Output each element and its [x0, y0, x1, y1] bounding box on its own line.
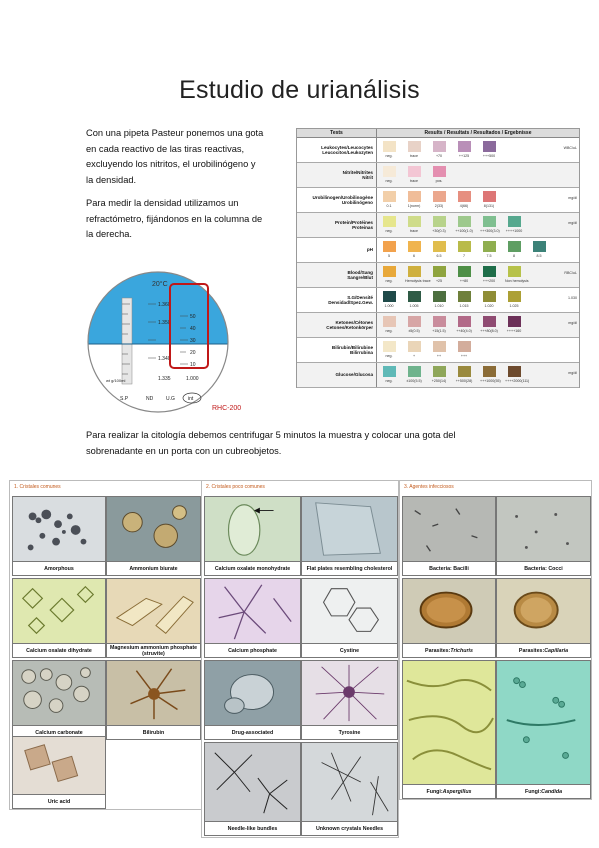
strip-color-swatch [458, 341, 471, 352]
strip-swatch-label: trace [410, 229, 418, 233]
page-title: Estudio de urianálisis [179, 76, 420, 104]
strip-color-swatch [433, 266, 446, 277]
strip-swatch-label: ++++160 [506, 329, 522, 333]
strip-color-swatch [408, 216, 421, 227]
strip-swatch-label: +250(14) [431, 379, 447, 383]
strip-color-swatch [408, 291, 421, 302]
strip-swatch-label: 7 [463, 254, 465, 258]
strip-swatch-label: 0.1 [386, 204, 392, 208]
strip-swatches [377, 338, 579, 362]
agent-caption: Bacteria: Cocci [497, 561, 590, 575]
strip-unit: 1.030 [568, 296, 577, 300]
urine-strip-chart [296, 128, 580, 388]
strip-swatch-label: 6.5 [436, 254, 442, 258]
panel-common-crystals [9, 480, 202, 810]
strip-swatch-label: ±100(5.5) [406, 379, 422, 383]
crystal-image-calcium-phosphate [204, 578, 301, 658]
strip-color-swatch [508, 241, 521, 252]
strip-test-name: Ketones/Cétones Cetones/Ketonkörper [297, 313, 377, 337]
intro-paragraph: Con una pipeta Pasteur ponemos una gota en cada reactivo de las tiras reactivas, excluyendo los nitritos, el urobilinógeno y la densidad. [86, 128, 264, 185]
strip-swatch-label: ±5(0.5) [408, 329, 420, 333]
crystal-caption: Drug-associated [205, 725, 300, 739]
strip-swatch-label: 1(norm) [407, 204, 421, 208]
strip-swatch-label: 2(33) [434, 204, 444, 208]
strip-color-swatch [383, 341, 396, 352]
strip-color-swatch [483, 266, 496, 277]
crystal-caption: Amorphous [13, 561, 105, 575]
strip-color-swatch [408, 366, 421, 377]
refr-right-2: 40 [190, 326, 196, 332]
strip-test-name: Nitrite/Nitrites Nitrit [297, 163, 377, 187]
strip-swatches [377, 188, 579, 212]
strip-swatch-label: ++40(4.0) [456, 329, 472, 333]
strip-test-name: S.G/Densité Densidad/Spez.Gew. [297, 288, 377, 312]
refr-mid-1: 1.360 [158, 302, 171, 308]
strip-color-swatch [458, 191, 471, 202]
strip-color-swatch [483, 366, 496, 377]
crystal-caption: Ammonium biurate [107, 561, 200, 575]
strip-swatch-label: trace [410, 179, 418, 183]
agent-caption: Fungi: Aspergillus [403, 784, 495, 798]
strip-color-swatch [408, 316, 421, 327]
strip-unit: mg/dl [568, 196, 577, 200]
strip-color-swatch [458, 266, 471, 277]
strip-color-swatch [458, 291, 471, 302]
strip-color-swatch [483, 216, 496, 227]
strip-color-swatch [383, 166, 396, 177]
strip-swatches [377, 138, 579, 162]
strip-swatch-label: +++1000(55) [480, 379, 501, 383]
strip-swatch-label: 1.010 [434, 304, 444, 308]
strip-row [297, 213, 579, 238]
strip-color-swatch [433, 341, 446, 352]
strip-color-swatch [383, 141, 396, 152]
panel-heading: 3. Agentes infecciosos [404, 484, 454, 490]
strip-swatch-label: ++100(1.0) [455, 229, 473, 233]
crystal-caption: Uric acid [13, 794, 105, 808]
refractometer-temp: 20°C [152, 281, 168, 288]
strip-swatches [377, 213, 579, 237]
strip-color-swatch [433, 141, 446, 152]
crystal-image-drug-associated [204, 660, 301, 740]
strip-swatches [377, 288, 579, 312]
strip-color-swatch [433, 291, 446, 302]
strip-color-swatch [508, 266, 521, 277]
strip-swatch-label: ++125 [458, 154, 470, 158]
strip-swatch-label: neg. [385, 179, 393, 183]
crystal-caption: Calcium oxalate dihydrate [13, 643, 105, 657]
strip-color-swatch [483, 316, 496, 327]
refractometer-image [86, 264, 246, 414]
crystal-image-unknown-needles [301, 742, 398, 836]
strip-swatch-label: 1.005 [409, 304, 419, 308]
refr-mid-4: 1.335 [158, 376, 171, 382]
strip-test-name: Protein/Protéines Proteinas [297, 213, 377, 237]
strip-color-swatch [483, 241, 496, 252]
agent-caption: Bacteria: Bacilli [403, 561, 495, 575]
strip-color-swatch [383, 316, 396, 327]
strip-row [297, 338, 579, 363]
strip-swatch-label: +++200 [482, 279, 496, 283]
strip-swatch-label: 4(66) [459, 204, 469, 208]
refr-unit: wt g/100ml [106, 378, 126, 383]
crystal-caption: Needle-like bundles [205, 821, 300, 835]
crystal-caption: Cystine [302, 643, 397, 657]
strip-swatch-label: neg. [385, 379, 393, 383]
strip-color-swatch [408, 241, 421, 252]
strip-swatch-label: neg. [385, 279, 393, 283]
refr-label-ug: U.G [166, 396, 175, 402]
strip-color-swatch [408, 191, 421, 202]
strip-swatch-label: +++ [460, 354, 468, 358]
strip-color-swatch [383, 191, 396, 202]
refr-mid-2: 1.350 [158, 320, 171, 326]
strip-swatch-label: 7.5 [486, 254, 492, 258]
crystal-image-calcium-carbonate [12, 660, 106, 740]
agent-image-cocci [496, 496, 591, 576]
strip-swatch-label: +30(0.3) [432, 229, 446, 233]
panel-uncommon-crystals [201, 480, 399, 838]
strip-color-swatch [533, 241, 546, 252]
strip-swatch-label: 5 [388, 254, 390, 258]
strip-color-swatch [383, 266, 396, 277]
crystal-caption: Magnesium ammonium phosphate (struvite) [107, 643, 200, 657]
refr-mid-3: 1.340 [158, 356, 171, 362]
crystal-caption: Tyrosine [302, 725, 397, 739]
strip-swatches [377, 363, 579, 387]
strip-row [297, 188, 579, 213]
strip-swatch-label: + [412, 354, 416, 358]
strip-color-swatch [508, 316, 521, 327]
crystal-image-calcium-oxalate-monohydrate [204, 496, 301, 576]
strip-color-swatch [458, 216, 471, 227]
strip-color-swatch [408, 341, 421, 352]
strip-swatch-label: +++500 [482, 154, 496, 158]
crystal-image-cystine [301, 578, 398, 658]
strip-color-swatch [483, 291, 496, 302]
strip-row [297, 363, 579, 388]
cytology-paragraph: Para realizar la citología debemos centrifugar 5 minutos la muestra y colocar una gota del sobrenadante en un porta con un cubreobjetos. [86, 430, 456, 456]
strip-color-swatch [483, 141, 496, 152]
strip-swatch-label: Hemolysis trace [405, 279, 431, 283]
strip-test-name: Glucose/Glucosa [297, 363, 377, 387]
strip-swatch-label: 8 [513, 254, 515, 258]
strip-header-tests: Tests [297, 129, 377, 137]
strip-color-swatch [458, 316, 471, 327]
strip-rows [297, 138, 579, 388]
strip-color-swatch [383, 291, 396, 302]
panel-heading: 1. Cristales comunes [14, 484, 61, 490]
strip-swatch-label: neg. [385, 354, 393, 358]
crystal-caption: Calcium phosphate [205, 643, 300, 657]
strip-row [297, 163, 579, 188]
strip-swatch-label: 6 [413, 254, 415, 258]
strip-unit: mg/dl [568, 321, 577, 325]
strip-swatch-label: 1.015 [459, 304, 469, 308]
crystal-image-calcium-oxalate-dihydrate [12, 578, 106, 658]
strip-color-swatch [508, 291, 521, 302]
strip-swatch-label: 1.025 [509, 304, 519, 308]
strip-swatch-label: 8.5 [536, 254, 542, 258]
crystal-image-needle-bundles [204, 742, 301, 836]
crystal-caption: Calcium carbonate [13, 725, 105, 739]
strip-row [297, 263, 579, 288]
crystal-caption: Calcium oxalate monohydrate [205, 561, 300, 575]
strip-color-swatch [408, 266, 421, 277]
strip-color-swatch [433, 316, 446, 327]
strip-swatches [377, 238, 579, 262]
strip-color-swatch [433, 191, 446, 202]
density-paragraph: Para medir la densidad utilizamos un refractómetro, fijándonos en la columna de la derecha. [86, 198, 263, 240]
strip-color-swatch [458, 241, 471, 252]
crystal-image-amorphous [12, 496, 106, 576]
agent-image-capillaria [496, 578, 591, 658]
strip-swatch-label: +25 [435, 279, 443, 283]
strip-swatch-label: +++80(8.0) [480, 329, 498, 333]
strip-color-swatch [383, 216, 396, 227]
strip-row [297, 313, 579, 338]
strip-color-swatch [508, 366, 521, 377]
strip-test-name: Blood/Sang Sangre/Blut [297, 263, 377, 287]
strip-unit: mg/dl [568, 221, 577, 225]
agent-image-trichuris [402, 578, 496, 658]
strip-color-swatch [508, 216, 521, 227]
strip-swatch-label: trace [410, 154, 418, 158]
refr-bottom-value: 1.000 [186, 376, 199, 382]
strip-header [297, 129, 579, 138]
strip-color-swatch [433, 366, 446, 377]
strip-swatch-label: +++300(3.0) [480, 229, 500, 233]
crystal-caption: Bilirubin [107, 725, 200, 739]
strip-header-results: Results / Resultats / Resultados / Ergebnisse [424, 130, 532, 136]
strip-swatch-label: ++++2000(111) [505, 379, 530, 383]
strip-swatch-label: neg. [385, 329, 393, 333]
strip-swatches [377, 263, 579, 287]
crystal-image-uric-acid [12, 736, 106, 809]
strip-swatch-label: 1.000 [384, 304, 394, 308]
strip-row [297, 138, 579, 163]
strip-swatch-label: +70 [435, 154, 443, 158]
strip-swatches [377, 163, 579, 187]
strip-swatches [377, 313, 579, 337]
crystal-image-ammonium-biurate [106, 496, 201, 576]
strip-swatch-label: 8(131) [483, 204, 495, 208]
crystal-image-struvite [106, 578, 201, 658]
strip-unit: RBC/uL [564, 271, 577, 275]
strip-swatch-label: neg. [385, 229, 393, 233]
panel-infectious-agents [399, 480, 592, 800]
strip-color-swatch [383, 241, 396, 252]
strip-swatch-label: pos. [435, 179, 443, 183]
refr-right-5: 10 [190, 362, 196, 368]
strip-color-swatch [433, 166, 446, 177]
strip-swatch-label: ++500(28) [455, 379, 473, 383]
refr-label-int: int [188, 396, 194, 402]
panel-heading: 2. Cristales poco comunes [206, 484, 265, 490]
agent-caption: Parasites: Capillaria [497, 643, 590, 657]
strip-test-name: Urobilinogen/Urobilinogène Urobilinógeno [297, 188, 377, 212]
agent-caption: Parasites: Trichuris [403, 643, 495, 657]
strip-swatch-label: ++ [436, 354, 442, 358]
strip-test-name: Leukocytes/Leucocytes Leucocitos/Leukozyten [297, 138, 377, 162]
strip-color-swatch [408, 166, 421, 177]
refr-label-nd: ND [146, 396, 154, 402]
strip-color-swatch [483, 191, 496, 202]
strip-unit: mg/dl [568, 371, 577, 375]
strip-swatch-label: 1.020 [484, 304, 494, 308]
refr-model: RHC-200 [212, 405, 242, 412]
strip-color-swatch [408, 141, 421, 152]
strip-unit: WBC/uL [563, 146, 577, 150]
strip-swatch-label: neg. [385, 154, 393, 158]
crystal-caption: Unknown crystals Needles [302, 821, 397, 835]
refr-label-sp: S.P [120, 396, 129, 402]
agent-caption: Fungi: Candida [497, 784, 590, 798]
strip-test-name: Bilirubin/Bilirubine Bilirrubina [297, 338, 377, 362]
strip-color-swatch [383, 366, 396, 377]
strip-color-swatch [458, 141, 471, 152]
crystal-image-tyrosine [301, 660, 398, 740]
strip-row [297, 238, 579, 263]
refr-right-3: 30 [190, 338, 196, 344]
crystal-image-flat-plates [301, 496, 398, 576]
strip-swatch-label: Non hemolysis [505, 279, 529, 283]
strip-row [297, 288, 579, 313]
strip-swatch-label: ++++1000 [505, 229, 523, 233]
strip-color-swatch [458, 366, 471, 377]
agent-image-bacilli [402, 496, 496, 576]
strip-test-name: pH [297, 238, 377, 262]
refr-right-1: 50 [190, 314, 196, 320]
strip-swatch-label: +15(1.5) [432, 329, 446, 333]
refr-right-4: 20 [190, 350, 196, 356]
strip-color-swatch [433, 216, 446, 227]
strip-color-swatch [433, 241, 446, 252]
strip-swatch-label: ++80 [459, 279, 469, 283]
crystal-caption: Flat plates resembling cholesterol [302, 561, 397, 575]
crystal-image-bilirubin [106, 660, 201, 740]
agent-image-candida [496, 660, 591, 799]
agent-image-aspergillus [402, 660, 496, 799]
